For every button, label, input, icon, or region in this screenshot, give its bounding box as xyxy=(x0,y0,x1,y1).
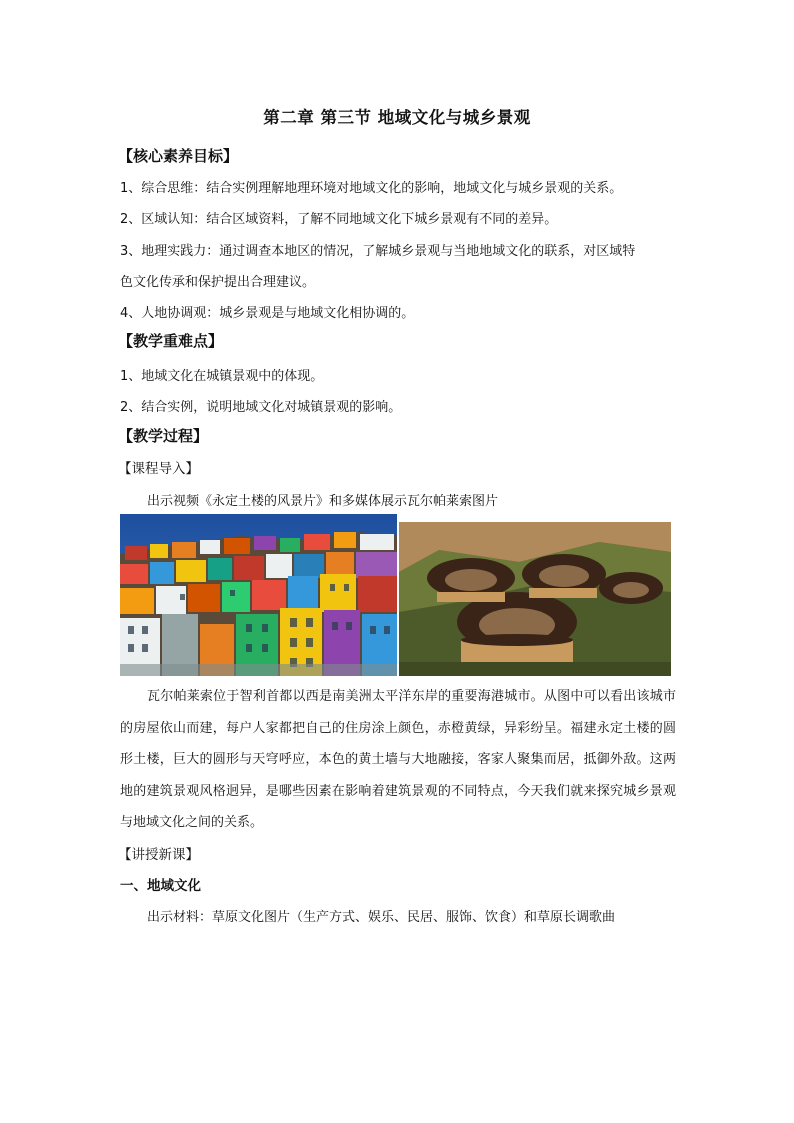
intro-paragraph: 瓦尔帕莱索位于智利首都以西是南美洲太平洋东岸的重要海港城市。从图中可以看出该城市的房屋依山而建，每户人家都把自己的住房涂上颜色，赤橙黄绿，异彩纷呈。福建永定土楼的圆形土楼，巨大的圆形与天穹呼应，本色的黄土墙与大地融接，客家人聚集而居，抵御外敌。这两地的建筑景观风格迥异，是哪些因素在影响着建筑景观的不同特点，今天我们就来探究城乡景观与地域文化之间的关系。 xyxy=(120,689,676,830)
valparaiso-houses-photo xyxy=(120,514,397,676)
key-point-1: 1、地域文化在城镇景观中的体现。 xyxy=(120,369,324,384)
core-goals-heading: 【核心素养目标】 xyxy=(118,147,239,165)
process-heading: 【教学过程】 xyxy=(118,427,209,445)
key-points-heading: 【教学重难点】 xyxy=(118,332,224,350)
section1-heading: 一、地域文化 xyxy=(120,878,201,894)
goal-item-2: 2、区域认知：结合区域资料，了解不同地域文化下城乡景观有不同的差异。 xyxy=(120,212,558,227)
intro-text: 出示视频《永定土楼的风景片》和多媒体展示瓦尔帕莱索图片 xyxy=(147,494,499,509)
section1-text: 出示材料：草原文化图片（生产方式、娱乐、民居、服饰、饮食）和草原长调歌曲 xyxy=(147,910,616,925)
page-title: 第二章 第三节 地域文化与城乡景观 xyxy=(263,108,531,127)
goal-item-3-cont: 色文化传承和保护提出合理建议。 xyxy=(120,275,316,290)
intro-label: 【课程导入】 xyxy=(118,461,199,477)
goal-item-1: 1、综合思维：结合实例理解地理环境对地域文化的影响，地域文化与城乡景观的关系。 xyxy=(120,181,623,196)
new-lesson-label: 【讲授新课】 xyxy=(118,847,199,863)
key-point-2: 2、结合实例，说明地域文化对城镇景观的影响。 xyxy=(120,400,402,415)
tulou-earth-buildings-photo xyxy=(399,522,671,676)
goal-item-4: 4、人地协调观：城乡景观是与地域文化相协调的。 xyxy=(120,306,415,321)
goal-item-3: 3、地理实践力：通过调查本地区的情况，了解城乡景观与当地地域文化的联系，对区域特 xyxy=(120,244,636,259)
